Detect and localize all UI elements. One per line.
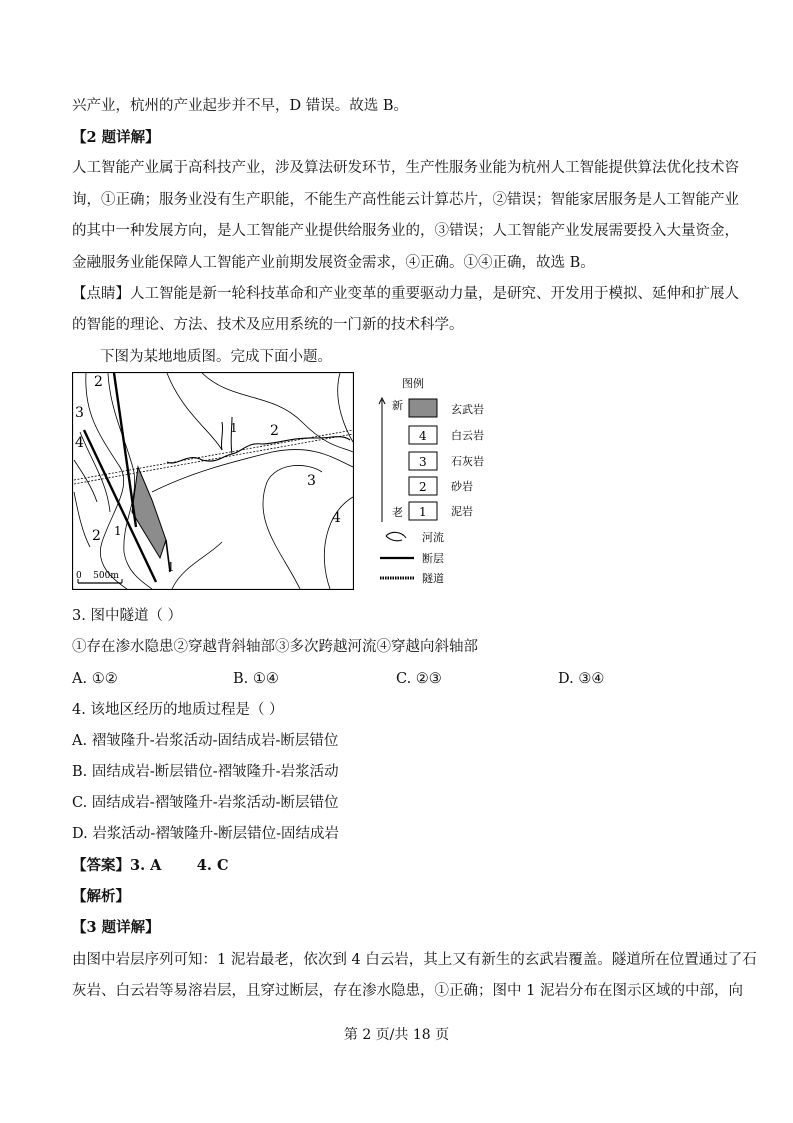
map-label: 3 [307, 473, 316, 489]
text-line: 的其中一种发展方向，是人工智能产业提供给服务业的，③错误；人工智能产业发展需要投入大量资金， [72, 223, 739, 239]
legend-item: 白云岩 [451, 429, 484, 442]
q3-option-d: D. ③④ [558, 671, 605, 687]
intro-line: 下图为某地地质图。完成下面小题。 [100, 349, 332, 365]
legend-fault: 断层 [422, 552, 444, 565]
map-label: 1 [167, 560, 175, 574]
q4-option-b: B. 固结成岩-断层错位-褶皱隆升-岩浆活动 [72, 764, 339, 780]
legend-box-num: 3 [419, 455, 427, 469]
text-line: 金融服务业能保障人工智能产业前期发展资金需求，④正确。①④正确，故选 B。 [72, 255, 595, 271]
q3-option-a: A. ①② [72, 671, 118, 687]
legend-item: 玄武岩 [451, 403, 484, 416]
text-line: 的智能的理论、方法、技术及应用系统的一门新的技术科学。 [72, 317, 464, 333]
map-label: 2 [270, 423, 279, 439]
q3-option-b: B. ①④ [233, 671, 279, 687]
question-3-statements: ①存在渗水隐患②穿越背斜轴部③多次跨越河流④穿越向斜轴部 [72, 639, 478, 655]
section-heading: 【2 题详解】 [72, 129, 160, 146]
section-heading: 【3 题详解】 [72, 919, 160, 936]
question-3: 3. 图中隧道（ ） [72, 608, 183, 624]
map-label: 4 [332, 510, 341, 526]
map-label: 3 [75, 405, 84, 421]
text-line: 由图中岩层序列可知：1 泥岩最老，依次到 4 白云岩，其上又有新生的玄武岩覆盖。隧道所在位置通过了石 [72, 952, 757, 968]
q3-option-c: C. ②③ [396, 671, 442, 687]
legend-item: 石灰岩 [451, 455, 484, 468]
legend-item: 砂岩 [451, 480, 473, 493]
note-line: 【点睛】人工智能是新一轮科技革命和产业变革的重要驱动力量，是研究、开发用于模拟、延伸和扩展人 [72, 286, 739, 302]
legend-river: 河流 [422, 531, 444, 544]
legend-new: 新 [392, 399, 403, 412]
legend-title: 图例 [402, 377, 424, 390]
scale-label: 0 500m [76, 571, 119, 581]
text-line: 人工智能产业属于高科技产业，涉及算法研发环节，生产性服务业能为杭州人工智能提供算法优化技术咨 [72, 160, 739, 176]
map-legend [372, 372, 492, 592]
analysis-heading: 【解析】 [72, 888, 130, 905]
map-label: 1 [114, 524, 122, 538]
map-label: 2 [92, 528, 101, 544]
map-label: 4 [75, 435, 84, 451]
answer-line: 【答案】3. A 4. C [72, 857, 229, 874]
page-footer: 第 2 页/共 18 页 [343, 1027, 450, 1043]
text-line: 兴产业，杭州的产业起步并不早，D 错误。故选 B。 [72, 98, 408, 114]
map-label: 2 [94, 374, 103, 390]
text-line: 灰岩、白云岩等易溶岩层，且穿过断层，存在渗水隐患，①正确；图中 1 泥岩分布在图示区域的中部，向 [72, 983, 743, 999]
legend-box-num: 4 [419, 429, 427, 443]
legend-box-num: 1 [419, 505, 427, 519]
legend-old: 老 [392, 506, 403, 519]
text-line: 询，①正确；服务业没有生产职能，不能生产高性能云计算芯片，②错误；智能家居服务是人工智能产业 [72, 192, 739, 208]
legend-box-num: 2 [419, 480, 427, 494]
geologic-map [72, 372, 354, 590]
q4-option-d: D. 岩浆活动-褶皱隆升-断层错位-固结成岩 [72, 826, 340, 842]
q4-option-a: A. 褶皱隆升-岩浆活动-固结成岩-断层错位 [72, 733, 339, 749]
legend-item: 泥岩 [451, 505, 473, 518]
question-4: 4. 该地区经历的地质过程是（ ） [72, 702, 284, 718]
legend-tunnel: 隧道 [422, 572, 444, 585]
map-label: 1 [230, 421, 238, 435]
q4-option-c: C. 固结成岩-褶皱隆升-岩浆活动-断层错位 [72, 795, 339, 811]
